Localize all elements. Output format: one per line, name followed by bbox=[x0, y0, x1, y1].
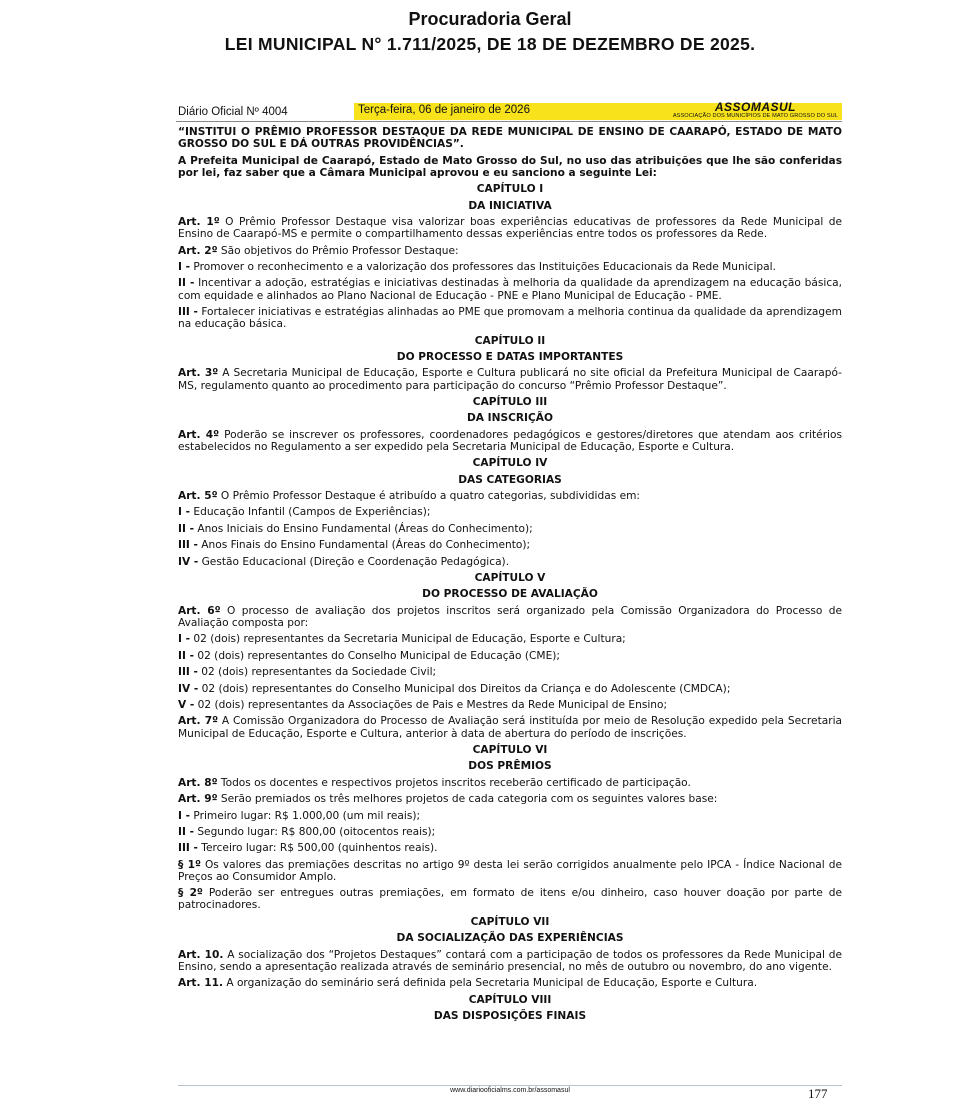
article-4-label: Art. 4º bbox=[178, 428, 220, 441]
item-label: III - bbox=[178, 666, 198, 679]
article-5 bbox=[178, 490, 842, 502]
article-10-label: Art. 10. bbox=[178, 948, 224, 961]
chapter-1-title: DA INICIATIVA bbox=[468, 199, 552, 212]
article-4 bbox=[178, 429, 842, 453]
paragraph-2-label: § 2º bbox=[178, 887, 203, 900]
item-text: 02 (dois) representantes do Conselho Municipal de Educação (CME); bbox=[193, 649, 560, 662]
article-8-text: Todos os docentes e respectivos projetos inscritos receberão certificado de participação. bbox=[217, 776, 691, 789]
gazette-number: Diário Oficial Nº 4004 bbox=[178, 106, 288, 118]
law-title: LEI MUNICIPAL N° 1.711/2025, DE 18 DE DEZEMBRO DE 2025. bbox=[224, 34, 756, 54]
item-label: II - bbox=[178, 649, 194, 662]
article-1-text: O Prêmio Professor Destaque visa valorizar boas experiências educativas de professores da Rede Municipal de Ensino de Caarapó-MS e permite o compartilhamento dessas experiências entre todos os professores da Rede. bbox=[178, 215, 843, 241]
chapter-6-title: DOS PRÊMIOS bbox=[468, 760, 552, 773]
article-9-label: Art. 9º bbox=[178, 793, 218, 806]
article-2-text: São objetivos do Prêmio Professor Destaque: bbox=[217, 244, 459, 257]
article-6-item-iii bbox=[178, 666, 842, 678]
article-9-text: Serão premiados os três melhores projetos de cada categoria com os seguintes valores base: bbox=[217, 793, 718, 806]
gazette-date: Terça-feira, 06 de janeiro de 2026 bbox=[358, 104, 530, 116]
article-3-text: A Secretaria Municipal de Educação, Esporte e Cultura publicará no site oficial da Prefeitura Municipal de Caarapó-MS, regulamento quanto ao procedimento para participação do concurso “Prêmio Professor Destaque”. bbox=[178, 367, 842, 392]
chapter-4-number: CAPÍTULO IV bbox=[472, 457, 548, 470]
item-label: I - bbox=[178, 633, 191, 646]
article-2 bbox=[178, 245, 842, 257]
article-4-text: Poderão se inscrever os professores, coordenadores pedagógicos e gestores/diretores que atendam aos critérios estabelecidos no Regulamento a ser expedido pela Secretaria Municipal de Educação, Esporte e Cultura. bbox=[178, 428, 842, 453]
item-text: 02 (dois) representantes da Associações de Pais e Mestres da Rede Municipal de Ensino; bbox=[194, 698, 668, 711]
paragraph-1-text: Os valores das premiações descritas no artigo 9º desta lei serão corrigidos anualmente pelo IPCA - Índice Nacional de Preços ao Consumidor Amplo. bbox=[178, 858, 842, 883]
item-text: Primeiro lugar: R$ 1.000,00 (um mil reais); bbox=[190, 809, 421, 822]
article-10-text: A socialização dos “Projetos Destaques” contará com a participação de todos os professores da Rede Municipal de Ensino, sendo a apresentação realizada através de seminário presencial, no mês de outubro ou novembro, do ano vigente. bbox=[178, 948, 843, 973]
ementa: “INSTITUI O PRÊMIO PROFESSOR DESTAQUE DA REDE MUNICIPAL DE ENSINO DE CAARAPÓ, ESTADO DE MATO GROSSO DO SUL E DÁ OUTRAS PROVIDÊNCIAS”. bbox=[178, 126, 842, 151]
enactment-clause: A Prefeita Municipal de Caarapó, Estado de Mato Grosso do Sul, no uso das atribuições que lhe são conferidas por lei, faz saber que a Câmara Municipal aprovou e eu sanciono a seguinte Lei: bbox=[178, 154, 842, 179]
paragraph-2 bbox=[178, 887, 842, 911]
article-5-item-ii bbox=[178, 523, 842, 535]
article-6-text: O processo de avaliação dos projetos inscritos será organizado pela Comissão Organizadora do Processo de Avaliação composta por: bbox=[178, 604, 842, 629]
article-1 bbox=[178, 216, 842, 240]
law-body bbox=[178, 126, 842, 1026]
chapter-5-title: DO PROCESSO DE AVALIAÇÃO bbox=[422, 588, 598, 601]
article-8 bbox=[178, 777, 842, 789]
item-label: III - bbox=[178, 539, 198, 552]
article-2-item-i bbox=[178, 261, 842, 273]
page-number: 177 bbox=[808, 1086, 828, 1101]
chapter-8-number: CAPÍTULO VIII bbox=[468, 993, 552, 1006]
article-6-label: Art. 6º bbox=[178, 604, 221, 617]
item-text: Fortalecer iniciativas e estratégias alinhadas ao PME que promovam a melhoria continua da qualidade da aprendizagem na educação básica. bbox=[178, 305, 842, 331]
item-text: Gestão Educacional (Direção e Coordenação Pedagógica). bbox=[198, 555, 510, 568]
item-text: Educação Infantil (Campos de Experiências); bbox=[190, 506, 431, 519]
article-7 bbox=[178, 715, 842, 739]
date-band bbox=[354, 100, 842, 120]
brand-name: ASSOMASUL bbox=[714, 100, 796, 114]
article-6-item-i bbox=[178, 633, 842, 645]
item-text: Incentivar a adoção, estratégias e iniciativas destinadas à melhoria da qualidade da aprendizagem na educação básica, com equidade e alinhados ao Plano Nacional de Educação - PNE e Plano Municipal de Educação - PME. bbox=[178, 277, 842, 302]
item-text: Segundo lugar: R$ 800,00 (oitocentos reais); bbox=[193, 825, 436, 838]
item-text: Terceiro lugar: R$ 500,00 (quinhentos reais). bbox=[197, 842, 438, 855]
item-text: 02 (dois) representantes da Secretaria Municipal de Educação, Esporte e Cultura; bbox=[190, 633, 626, 646]
article-2-label: Art. 2º bbox=[178, 244, 218, 257]
article-6-item-ii bbox=[178, 650, 842, 662]
article-11-label: Art. 11. bbox=[178, 977, 223, 990]
item-label: IV - bbox=[178, 682, 199, 695]
chapter-3-number: CAPÍTULO III bbox=[472, 395, 548, 408]
item-label: II - bbox=[178, 277, 195, 290]
item-label: I - bbox=[178, 260, 191, 273]
item-label: III - bbox=[178, 305, 198, 318]
chapter-7-title: DA SOCIALIZAÇÃO DAS EXPERIÊNCIAS bbox=[396, 932, 624, 945]
article-6 bbox=[178, 605, 842, 629]
article-3-label: Art. 3º bbox=[178, 367, 219, 380]
item-text: Anos Iniciais do Ensino Fundamental (Áreas do Conhecimento); bbox=[193, 522, 533, 535]
paragraph-1-label: § 1º bbox=[178, 858, 201, 871]
article-9-item-ii bbox=[178, 826, 842, 838]
item-label: V - bbox=[178, 698, 195, 711]
assomasul-logo bbox=[673, 101, 838, 119]
article-9-item-i bbox=[178, 810, 842, 822]
item-label: IV - bbox=[178, 555, 199, 568]
article-2-item-ii bbox=[178, 277, 842, 301]
article-5-item-iv bbox=[178, 556, 842, 568]
item-label: II - bbox=[178, 825, 194, 838]
chapter-1-number: CAPÍTULO I bbox=[476, 183, 544, 196]
footer-url[interactable]: www.diariooficialms.com.br/assomasul bbox=[450, 1087, 570, 1094]
article-5-label: Art. 5º bbox=[178, 490, 218, 503]
article-10 bbox=[178, 949, 842, 973]
chapter-2-number: CAPÍTULO II bbox=[474, 334, 546, 347]
item-label: I - bbox=[178, 809, 191, 822]
article-5-text: O Prêmio Professor Destaque é atribuído a quatro categorias, subdivididas em: bbox=[217, 490, 640, 503]
article-1-label: Art. 1º bbox=[178, 215, 220, 228]
article-6-item-iv bbox=[178, 683, 842, 695]
item-text: Promover o reconhecimento e a valorização dos professores das Instituições Educacionais da Rede Municipal. bbox=[190, 260, 776, 273]
footer-divider bbox=[178, 1085, 842, 1086]
paragraph-2-text: Poderão ser entregues outras premiações, em formato de itens e/ou dinheiro, caso houver doação por parte de patrocinadores. bbox=[178, 887, 842, 912]
item-text: 02 (dois) representantes do Conselho Municipal dos Direitos da Criança e do Adolescente (CMDCA); bbox=[198, 682, 731, 695]
article-7-label: Art. 7º bbox=[178, 715, 219, 728]
brand-subtitle: ASSOCIAÇÃO DOS MUNICÍPIOS DE MATO GROSSO DO SUL bbox=[672, 113, 838, 119]
item-label: I - bbox=[178, 506, 191, 519]
item-label: III - bbox=[178, 842, 198, 855]
article-6-item-v bbox=[178, 699, 842, 711]
article-11 bbox=[178, 977, 842, 989]
chapter-2-title: DO PROCESSO E DATAS IMPORTANTES bbox=[396, 350, 624, 363]
chapter-6-number: CAPÍTULO VI bbox=[472, 743, 548, 756]
article-7-text: A Comissão Organizadora do Processo de Avaliação será instituída por meio de Resolução expedido pela Secretaria Municipal de Educação, Esporte e Cultura, anterior à data de abertura do período de inscrições. bbox=[178, 715, 843, 740]
article-5-item-i bbox=[178, 506, 842, 518]
paragraph-1 bbox=[178, 859, 842, 883]
article-9-item-iii bbox=[178, 842, 842, 854]
chapter-5-number: CAPÍTULO V bbox=[474, 572, 546, 585]
article-8-label: Art. 8º bbox=[178, 776, 218, 789]
article-5-item-iii bbox=[178, 539, 842, 551]
chapter-8-title: DAS DISPOSIÇÕES FINAIS bbox=[433, 1010, 587, 1023]
page-title: Procuradoria Geral bbox=[408, 9, 572, 29]
item-text: 02 (dois) representantes da Sociedade Civil; bbox=[197, 666, 437, 679]
article-9 bbox=[178, 793, 842, 805]
chapter-4-title: DAS CATEGORIAS bbox=[458, 473, 562, 486]
article-2-item-iii bbox=[178, 306, 842, 330]
item-label: II - bbox=[178, 522, 194, 535]
item-text: Anos Finais do Ensino Fundamental (Áreas do Conhecimento); bbox=[197, 539, 531, 552]
chapter-7-number: CAPÍTULO VII bbox=[470, 915, 550, 928]
article-3 bbox=[178, 367, 842, 391]
gazette-header bbox=[176, 100, 842, 122]
chapter-3-title: DA INSCRIÇÃO bbox=[467, 412, 553, 425]
article-11-text: A organização do seminário será definida pela Secretaria Municipal de Educação, Esporte e Cultura. bbox=[222, 977, 758, 990]
